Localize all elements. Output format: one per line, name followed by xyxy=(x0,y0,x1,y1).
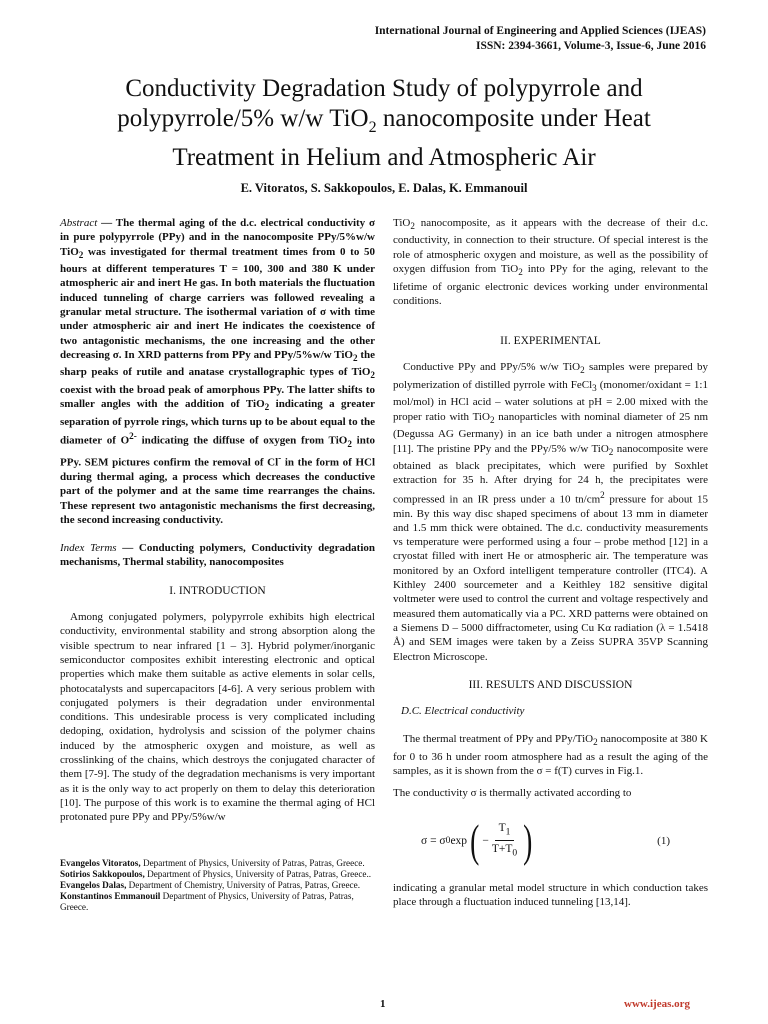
journal-name: International Journal of Engineering and Applied Sciences (IJEAS) xyxy=(374,25,706,37)
section-heading-results: III. RESULTS AND DISCUSSION xyxy=(468,678,633,691)
paper-title xyxy=(40,74,728,173)
journal-header xyxy=(375,24,706,54)
journal-website-link[interactable]: www.ijeas.org xyxy=(624,998,690,1010)
equation-body: σ = σ 0 exp ( − $\frac{T_1}{T+T_0}$ ) xyxy=(421,814,533,866)
equation-number: (1) xyxy=(657,834,670,847)
results-paragraph-2: The conductivity σ is thermally activated according to xyxy=(393,787,632,800)
title-line-1: Conductivity Degradation Study of polypyrrole and xyxy=(125,75,643,102)
page-number: 1 xyxy=(380,998,386,1010)
left-column xyxy=(60,216,375,825)
fraction: $\frac{T_1}{T+T_0}$ xyxy=(491,821,518,859)
intro-continuation: TiO$_2$ nanocomposite, as it appears with the decrease of their d.c. conductivity, in connection to their structure. Of special interest is the role of atmospheric oxygen and moisture, as well as the possibility of oxygen diffusion from TiO$_2$ into PPy for the aging, relevant to the lifetime of organic electronic devices working under environmental conditions. xyxy=(393,217,709,307)
author-footnotes xyxy=(60,858,375,913)
experimental-paragraph: Conductive PPy and PPy/5% w/w TiO$_2$ samples were prepared by polymerization of distilled pyrrole with FeCl$_3$ (monomer/oxidant = 1:1 mol/mol) in HCl acid – water solutions at pH = 2.00 mixed with the proper ratio with TiO$_2$ nanoparticles with nominal diameter of 25 nm (Degussa AG Germany) in an ice bath under a nitrogen atmosphere [11]. The pristine PPy and the PPy/5% w/w TiO$_2$ nanocomposite were obtained as black precipitates, which were purified by Soxhlet extraction for 35 h. After drying for 24 h, the precipitates were compressed in an IR press under a 10 $tn/cm^2$ pressure for about 15 min. By this way disc shaped specimens of about 13 mm in diameter and 1.5 mm thick were obtained. The d.c. conductivity measurements vs temperature were performed using a four – probe method [12] in a cryostat filled with inert He or atmospheric air. The temperature was monitored by an Oxford intelligent temperature controller (ITC4). A Kithley 2400 sourcemeter and a Keithley 182 sensitive digital voltmeter were used to control the current and voltage respectively and measured them automatically via a PC. XRD patterns were obtained on a Siemens D – 5000 diffractometer, using Cu Kα radiation (λ = 1.5418 Å) and SEM images were taken by a Zeiss SUPRA 35VP Scanning Electron Microscope. xyxy=(393,361,709,663)
title-line-2: polypyrrole/5% w/w TiO$_2$ nanocomposite under Heat xyxy=(117,105,651,136)
journal-issn: ISSN: 2394-3661, Volume-3, Issue-6, June 2016 xyxy=(475,40,706,52)
section-heading-experimental: II. EXPERIMENTAL xyxy=(500,335,601,348)
title-line-3: Treatment in Helium and Atmospheric Air xyxy=(172,144,596,171)
index-terms: Index Terms — Conducting polymers, Conductivity degradation mechanisms, Thermal stability, nanocomposites xyxy=(60,542,376,569)
results-paragraph-1: The thermal treatment of PPy and PPy/TiO$_2$ nanocomposite at 380 K for 0 to 36 h under room atmosphere had as a result the aging of the samples, as it is shown from the σ = f(T) curves in Fig.1. xyxy=(393,733,709,778)
footnote: Evangelos Dalas, Department of Chemistry, University of Patras, Patras, Greece. xyxy=(60,880,360,890)
footnote: Konstantinos Emmanouil Department of Physics, University of Patras, Patras, Greece. xyxy=(60,891,354,912)
subsection-heading: D.C. Electrical conductivity xyxy=(401,705,525,718)
results-paragraph-3: indicating a granular metal model structure in which conduction takes place through a fluctuation induced tunneling [13,14]. xyxy=(393,881,708,909)
footnote: Evangelos Vitoratos, Department of Physics, University of Patras, Patras, Greece. xyxy=(60,858,365,868)
section-heading-introduction: I. INTRODUCTION xyxy=(169,584,266,597)
right-paren: ) xyxy=(523,814,533,866)
authors: E. Vitoratos, S. Sakkopoulos, E. Dalas, K. Emmanouil xyxy=(240,181,528,195)
footnote: Sotirios Sakkopoulos, Department of Physics, University of Patras, Patras, Greece.. xyxy=(60,869,372,879)
equation-1 xyxy=(393,815,708,867)
introduction-paragraph: Among conjugated polymers, polypyrrole exhibits high electrical conductivity, environmental stability and strong absorption along the visible spectrum to near infrared [1 – 3]. Hybrid polymer/inorganic semiconductor composites exhibit interesting electronic and optical properties which make them suitable as active elements in solar cells, photocatalysts and supercapacitors [4-6]. A very serious problem with conjugated polymers is their degradation under environmental conditions. This undesirable process is very complicated including dedoping, oxidation, hydrolysis and scission of the polymer chains induced by the atmospheric oxygen and moisture, as well as crosslinking of the chains, which destroys the conjugated character of them [7-9]. The study of the degradation mechanisms is very important as it is the only way to act properly on them to delay this deterioration [10]. The purpose of this work is to examine the thermal aging of HCl protonated pure PPy and PPy/5%w/w xyxy=(60,611,375,824)
right-column xyxy=(393,216,708,909)
abstract: Abstract — The thermal aging of the d.c. electrical conductivity σ in pure polypyrrole (PPy) and in the nanocomposite PPy/5%w/w TiO$_2$ was investigated for thermal treatment times from 0 to 50 hours at different temperatures T = 100, 300 and 380 K under atmospheric air and inert He gas. In both materials the fluctuation induced tunneling of charge carriers was followed revealing a granular metal structure. The isothermal variation of σ with time under atmospheric air and inert He indicates the coexistence of two antagonistic mechanisms, the one increasing and the other decreasing σ. In XRD patterns from PPy and PPy/5%w/w TiO$_2$ the sharp peaks of rutile and anatase crystallographic types of TiO$_2$ coexist with the broad peak of amorphous PPy. The latter shifts to smaller angles with the addition of TiO$_2$ indicating a greater separation of pyrrole rings, which turns up to be about equal to the diameter of $O^{2-}$ indicating the diffuse of oxygen from TiO$_2$ into PPy. SEM pictures confirm the removal of Cl- in the form of HCl during thermal aging, a process which decreases the conductive part of the polymer and at the same time rearranges the chains. These represent two antagonistic mechanisms the first decreasing, the second increasing conductivity. xyxy=(60,217,375,526)
left-paren: ( xyxy=(470,814,480,866)
